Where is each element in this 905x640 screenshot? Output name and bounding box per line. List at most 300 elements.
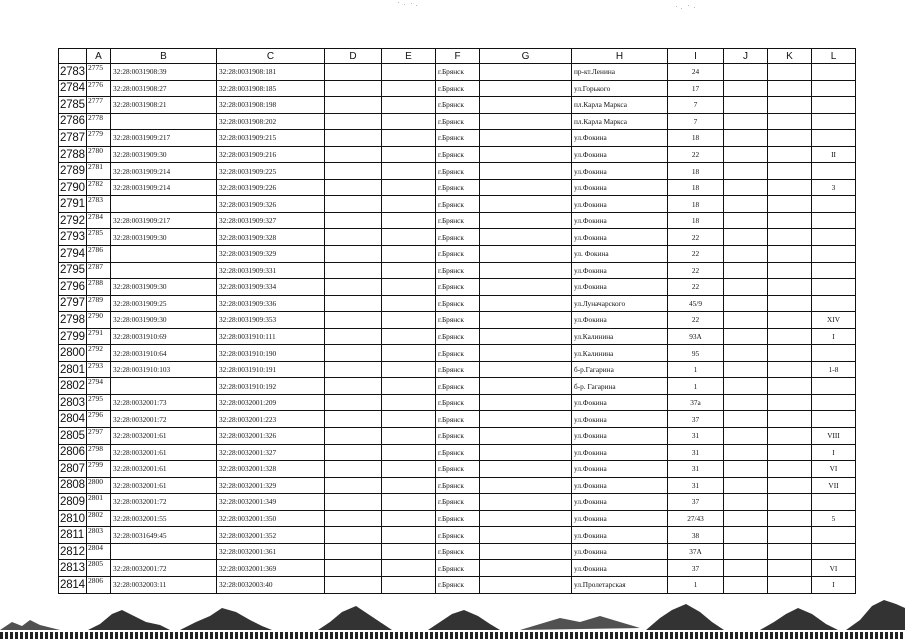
row-number[interactable]: 2783 <box>59 64 87 81</box>
row-number[interactable]: 2791 <box>59 196 87 213</box>
cell-g[interactable] <box>480 97 572 114</box>
row-number[interactable]: 2808 <box>59 477 87 494</box>
cell-g[interactable] <box>480 345 572 362</box>
cell-l[interactable]: 1-8 <box>812 361 856 378</box>
cell-k[interactable] <box>768 130 812 147</box>
cell-f[interactable]: г.Брянск <box>436 64 480 81</box>
cell-b[interactable]: 32:28:0032001:72 <box>111 494 217 511</box>
cell-l[interactable] <box>812 411 856 428</box>
column-header-l[interactable]: L <box>812 49 856 64</box>
cell-d[interactable] <box>325 527 382 544</box>
cell-b[interactable]: 32:28:0032001:55 <box>111 510 217 527</box>
cell-j[interactable] <box>724 163 768 180</box>
cell-e[interactable] <box>382 560 436 577</box>
cell-d[interactable] <box>325 229 382 246</box>
cell-d[interactable] <box>325 97 382 114</box>
cell-i[interactable]: 22 <box>668 312 724 329</box>
cell-k[interactable] <box>768 394 812 411</box>
cell-e[interactable] <box>382 361 436 378</box>
cell-g[interactable] <box>480 461 572 478</box>
cell-j[interactable] <box>724 428 768 445</box>
cell-c[interactable]: 32:28:0032001:369 <box>217 560 325 577</box>
column-header-b[interactable]: B <box>111 49 217 64</box>
cell-b[interactable]: 32:28:0031908:21 <box>111 97 217 114</box>
cell-k[interactable] <box>768 461 812 478</box>
cell-l[interactable] <box>812 97 856 114</box>
cell-d[interactable] <box>325 510 382 527</box>
cell-a[interactable]: 2791 <box>87 328 111 345</box>
cell-c[interactable]: 32:28:0031908:202 <box>217 113 325 130</box>
row-number[interactable]: 2803 <box>59 394 87 411</box>
cell-e[interactable] <box>382 212 436 229</box>
cell-j[interactable] <box>724 444 768 461</box>
cell-a[interactable]: 2804 <box>87 543 111 560</box>
cell-e[interactable] <box>382 97 436 114</box>
cell-j[interactable] <box>724 179 768 196</box>
cell-a[interactable]: 2793 <box>87 361 111 378</box>
cell-g[interactable] <box>480 229 572 246</box>
cell-d[interactable] <box>325 295 382 312</box>
cell-i[interactable]: 27/43 <box>668 510 724 527</box>
cell-c[interactable]: 32:28:0032001:209 <box>217 394 325 411</box>
cell-i[interactable]: 1 <box>668 361 724 378</box>
cell-h[interactable]: ул.Луначарского <box>572 295 668 312</box>
row-number[interactable]: 2797 <box>59 295 87 312</box>
cell-f[interactable]: г.Брянск <box>436 510 480 527</box>
column-header-j[interactable]: J <box>724 49 768 64</box>
cell-j[interactable] <box>724 80 768 97</box>
cell-e[interactable] <box>382 494 436 511</box>
cell-k[interactable] <box>768 80 812 97</box>
cell-h[interactable]: ул.Фокина <box>572 560 668 577</box>
cell-e[interactable] <box>382 229 436 246</box>
cell-i[interactable]: 31 <box>668 477 724 494</box>
cell-h[interactable]: ул.Фокина <box>572 146 668 163</box>
cell-a[interactable]: 2777 <box>87 97 111 114</box>
corner-cell[interactable] <box>59 49 87 64</box>
cell-b[interactable]: 32:28:0031910:103 <box>111 361 217 378</box>
cell-f[interactable]: г.Брянск <box>436 494 480 511</box>
cell-a[interactable]: 2800 <box>87 477 111 494</box>
cell-c[interactable]: 32:28:0031909:329 <box>217 246 325 263</box>
cell-d[interactable] <box>325 394 382 411</box>
cell-g[interactable] <box>480 262 572 279</box>
cell-e[interactable] <box>382 510 436 527</box>
cell-j[interactable] <box>724 560 768 577</box>
cell-h[interactable]: ул.Фокина <box>572 428 668 445</box>
cell-b[interactable]: 32:28:0031909:25 <box>111 295 217 312</box>
cell-l[interactable] <box>812 163 856 180</box>
cell-j[interactable] <box>724 411 768 428</box>
cell-i[interactable]: 17 <box>668 80 724 97</box>
row-number[interactable]: 2810 <box>59 510 87 527</box>
cell-h[interactable]: пл.Карла Маркса <box>572 113 668 130</box>
cell-l[interactable] <box>812 345 856 362</box>
cell-f[interactable]: г.Брянск <box>436 295 480 312</box>
cell-b[interactable]: 32:28:0032001:61 <box>111 461 217 478</box>
cell-j[interactable] <box>724 510 768 527</box>
cell-g[interactable] <box>480 246 572 263</box>
cell-i[interactable]: 37 <box>668 494 724 511</box>
cell-a[interactable]: 2795 <box>87 394 111 411</box>
cell-a[interactable]: 2803 <box>87 527 111 544</box>
row-number[interactable]: 2802 <box>59 378 87 395</box>
cell-c[interactable]: 32:28:0031909:336 <box>217 295 325 312</box>
cell-j[interactable] <box>724 279 768 296</box>
cell-g[interactable] <box>480 328 572 345</box>
cell-g[interactable] <box>480 196 572 213</box>
cell-e[interactable] <box>382 461 436 478</box>
cell-f[interactable]: г.Брянск <box>436 361 480 378</box>
cell-l[interactable] <box>812 279 856 296</box>
cell-h[interactable]: ул.Фокина <box>572 543 668 560</box>
cell-h[interactable]: ул.Пролетарская <box>572 576 668 593</box>
cell-b[interactable]: 32:28:0031909:217 <box>111 130 217 147</box>
cell-a[interactable]: 2790 <box>87 312 111 329</box>
cell-g[interactable] <box>480 576 572 593</box>
cell-f[interactable]: г.Брянск <box>436 229 480 246</box>
cell-d[interactable] <box>325 345 382 362</box>
cell-e[interactable] <box>382 262 436 279</box>
cell-j[interactable] <box>724 543 768 560</box>
cell-k[interactable] <box>768 576 812 593</box>
column-header-a[interactable]: A <box>87 49 111 64</box>
cell-h[interactable]: ул.Фокина <box>572 279 668 296</box>
cell-j[interactable] <box>724 345 768 362</box>
cell-e[interactable] <box>382 130 436 147</box>
cell-c[interactable]: 32:28:0032001:328 <box>217 461 325 478</box>
cell-j[interactable] <box>724 295 768 312</box>
cell-j[interactable] <box>724 361 768 378</box>
cell-b[interactable]: 32:28:0031909:30 <box>111 279 217 296</box>
cell-g[interactable] <box>480 444 572 461</box>
cell-d[interactable] <box>325 196 382 213</box>
cell-a[interactable]: 2780 <box>87 146 111 163</box>
cell-f[interactable]: г.Брянск <box>436 576 480 593</box>
cell-e[interactable] <box>382 80 436 97</box>
cell-a[interactable]: 2792 <box>87 345 111 362</box>
cell-e[interactable] <box>382 163 436 180</box>
cell-b[interactable]: 32:28:0032001:61 <box>111 428 217 445</box>
cell-j[interactable] <box>724 378 768 395</box>
cell-f[interactable]: г.Брянск <box>436 163 480 180</box>
cell-i[interactable]: 7 <box>668 113 724 130</box>
cell-k[interactable] <box>768 179 812 196</box>
cell-j[interactable] <box>724 212 768 229</box>
cell-f[interactable]: г.Брянск <box>436 113 480 130</box>
cell-h[interactable]: ул.Фокина <box>572 130 668 147</box>
cell-b[interactable] <box>111 113 217 130</box>
cell-e[interactable] <box>382 477 436 494</box>
cell-b[interactable] <box>111 378 217 395</box>
cell-f[interactable]: г.Брянск <box>436 477 480 494</box>
cell-l[interactable] <box>812 212 856 229</box>
cell-f[interactable]: г.Брянск <box>436 146 480 163</box>
cell-e[interactable] <box>382 113 436 130</box>
cell-g[interactable] <box>480 146 572 163</box>
cell-k[interactable] <box>768 345 812 362</box>
cell-d[interactable] <box>325 560 382 577</box>
cell-e[interactable] <box>382 394 436 411</box>
cell-j[interactable] <box>724 527 768 544</box>
cell-h[interactable]: ул.Фокина <box>572 179 668 196</box>
cell-c[interactable]: 32:28:0032001:223 <box>217 411 325 428</box>
cell-e[interactable] <box>382 312 436 329</box>
column-header-i[interactable]: I <box>668 49 724 64</box>
cell-h[interactable]: ул.Фокина <box>572 461 668 478</box>
cell-d[interactable] <box>325 494 382 511</box>
cell-e[interactable] <box>382 527 436 544</box>
cell-g[interactable] <box>480 428 572 445</box>
cell-k[interactable] <box>768 312 812 329</box>
column-header-g[interactable]: G <box>480 49 572 64</box>
cell-b[interactable] <box>111 262 217 279</box>
cell-b[interactable]: 32:28:0031649:45 <box>111 527 217 544</box>
cell-e[interactable] <box>382 295 436 312</box>
cell-g[interactable] <box>480 477 572 494</box>
cell-h[interactable]: ул.Фокина <box>572 196 668 213</box>
cell-k[interactable] <box>768 229 812 246</box>
cell-l[interactable] <box>812 394 856 411</box>
cell-i[interactable]: 38 <box>668 527 724 544</box>
cell-h[interactable]: ул.Фокина <box>572 312 668 329</box>
cell-i[interactable]: 18 <box>668 163 724 180</box>
cell-c[interactable]: 32:28:0032001:349 <box>217 494 325 511</box>
cell-i[interactable]: 45/9 <box>668 295 724 312</box>
cell-c[interactable]: 32:28:0032001:326 <box>217 428 325 445</box>
cell-i[interactable]: 1 <box>668 576 724 593</box>
cell-f[interactable]: г.Брянск <box>436 262 480 279</box>
cell-i[interactable]: 37 <box>668 411 724 428</box>
cell-i[interactable]: 37 <box>668 560 724 577</box>
row-number[interactable]: 2787 <box>59 130 87 147</box>
cell-d[interactable] <box>325 411 382 428</box>
cell-a[interactable]: 2798 <box>87 444 111 461</box>
cell-l[interactable] <box>812 80 856 97</box>
cell-f[interactable]: г.Брянск <box>436 444 480 461</box>
cell-f[interactable]: г.Брянск <box>436 328 480 345</box>
cell-k[interactable] <box>768 97 812 114</box>
cell-g[interactable] <box>480 411 572 428</box>
column-header-f[interactable]: F <box>436 49 480 64</box>
row-number[interactable]: 2786 <box>59 113 87 130</box>
cell-c[interactable]: 32:28:0032001:361 <box>217 543 325 560</box>
cell-e[interactable] <box>382 345 436 362</box>
row-number[interactable]: 2798 <box>59 312 87 329</box>
cell-c[interactable]: 32:28:0031909:326 <box>217 196 325 213</box>
cell-f[interactable]: г.Брянск <box>436 461 480 478</box>
cell-a[interactable]: 2786 <box>87 246 111 263</box>
cell-c[interactable]: 32:28:0031909:216 <box>217 146 325 163</box>
cell-i[interactable]: 22 <box>668 146 724 163</box>
cell-l[interactable] <box>812 130 856 147</box>
cell-e[interactable] <box>382 146 436 163</box>
cell-g[interactable] <box>480 113 572 130</box>
cell-h[interactable]: б-р. Гагарина <box>572 378 668 395</box>
cell-i[interactable]: 18 <box>668 130 724 147</box>
cell-j[interactable] <box>724 328 768 345</box>
cell-f[interactable]: г.Брянск <box>436 428 480 445</box>
row-number[interactable]: 2805 <box>59 428 87 445</box>
cell-a[interactable]: 2799 <box>87 461 111 478</box>
cell-b[interactable]: 32:28:0031909:217 <box>111 212 217 229</box>
cell-a[interactable]: 2796 <box>87 411 111 428</box>
cell-g[interactable] <box>480 80 572 97</box>
cell-k[interactable] <box>768 560 812 577</box>
cell-b[interactable] <box>111 246 217 263</box>
cell-a[interactable]: 2788 <box>87 279 111 296</box>
cell-h[interactable]: б-р.Гагарина <box>572 361 668 378</box>
column-header-h[interactable]: H <box>572 49 668 64</box>
cell-k[interactable] <box>768 279 812 296</box>
cell-c[interactable]: 32:28:0031910:192 <box>217 378 325 395</box>
row-number[interactable]: 2793 <box>59 229 87 246</box>
cell-l[interactable]: XIV <box>812 312 856 329</box>
cell-c[interactable]: 32:28:0031909:226 <box>217 179 325 196</box>
cell-b[interactable]: 32:28:0031909:30 <box>111 312 217 329</box>
cell-c[interactable]: 32:28:0032003:40 <box>217 576 325 593</box>
cell-d[interactable] <box>325 576 382 593</box>
cell-g[interactable] <box>480 130 572 147</box>
cell-h[interactable]: ул. Фокина <box>572 246 668 263</box>
cell-c[interactable]: 32:28:0032001:350 <box>217 510 325 527</box>
cell-k[interactable] <box>768 64 812 81</box>
cell-c[interactable]: 32:28:0031910:111 <box>217 328 325 345</box>
row-number[interactable]: 2800 <box>59 345 87 362</box>
cell-i[interactable]: 95 <box>668 345 724 362</box>
cell-k[interactable] <box>768 510 812 527</box>
cell-h[interactable]: ул.Фокина <box>572 411 668 428</box>
row-number[interactable]: 2788 <box>59 146 87 163</box>
cell-k[interactable] <box>768 295 812 312</box>
cell-a[interactable]: 2783 <box>87 196 111 213</box>
cell-e[interactable] <box>382 279 436 296</box>
cell-i[interactable]: 93А <box>668 328 724 345</box>
cell-d[interactable] <box>325 378 382 395</box>
cell-j[interactable] <box>724 494 768 511</box>
cell-l[interactable]: VII <box>812 477 856 494</box>
cell-c[interactable]: 32:28:0031909:225 <box>217 163 325 180</box>
cell-k[interactable] <box>768 444 812 461</box>
cell-l[interactable]: I <box>812 444 856 461</box>
cell-d[interactable] <box>325 163 382 180</box>
cell-d[interactable] <box>325 146 382 163</box>
cell-b[interactable] <box>111 196 217 213</box>
cell-l[interactable]: I <box>812 576 856 593</box>
cell-h[interactable]: ул.Фокина <box>572 394 668 411</box>
cell-a[interactable]: 2778 <box>87 113 111 130</box>
cell-f[interactable]: г.Брянск <box>436 378 480 395</box>
cell-k[interactable] <box>768 428 812 445</box>
cell-l[interactable] <box>812 229 856 246</box>
cell-f[interactable]: г.Брянск <box>436 345 480 362</box>
cell-d[interactable] <box>325 179 382 196</box>
cell-b[interactable]: 32:28:0031909:214 <box>111 179 217 196</box>
cell-f[interactable]: г.Брянск <box>436 312 480 329</box>
cell-b[interactable]: 32:28:0031908:39 <box>111 64 217 81</box>
cell-h[interactable]: ул.Фокина <box>572 229 668 246</box>
cell-f[interactable]: г.Брянск <box>436 279 480 296</box>
cell-h[interactable]: ул.Фокина <box>572 494 668 511</box>
cell-b[interactable]: 32:28:0031908:27 <box>111 80 217 97</box>
cell-k[interactable] <box>768 378 812 395</box>
cell-b[interactable]: 32:28:0031910:69 <box>111 328 217 345</box>
cell-g[interactable] <box>480 494 572 511</box>
cell-c[interactable]: 32:28:0031909:215 <box>217 130 325 147</box>
cell-d[interactable] <box>325 279 382 296</box>
cell-b[interactable]: 32:28:0031909:30 <box>111 229 217 246</box>
cell-a[interactable]: 2794 <box>87 378 111 395</box>
row-number[interactable]: 2794 <box>59 246 87 263</box>
cell-c[interactable]: 32:28:0032001:329 <box>217 477 325 494</box>
cell-h[interactable]: ул.Фокина <box>572 444 668 461</box>
row-number[interactable]: 2801 <box>59 361 87 378</box>
cell-l[interactable]: I <box>812 328 856 345</box>
cell-i[interactable]: 31 <box>668 444 724 461</box>
cell-l[interactable]: VI <box>812 560 856 577</box>
cell-a[interactable]: 2781 <box>87 163 111 180</box>
cell-d[interactable] <box>325 444 382 461</box>
cell-f[interactable]: г.Брянск <box>436 179 480 196</box>
cell-h[interactable]: ул.Горького <box>572 80 668 97</box>
cell-a[interactable]: 2801 <box>87 494 111 511</box>
column-header-k[interactable]: K <box>768 49 812 64</box>
cell-i[interactable]: 37А <box>668 543 724 560</box>
row-number[interactable]: 2790 <box>59 179 87 196</box>
cell-k[interactable] <box>768 163 812 180</box>
cell-f[interactable]: г.Брянск <box>436 560 480 577</box>
cell-a[interactable]: 2789 <box>87 295 111 312</box>
cell-b[interactable]: 32:28:0032001:73 <box>111 394 217 411</box>
cell-d[interactable] <box>325 113 382 130</box>
cell-l[interactable]: 5 <box>812 510 856 527</box>
cell-d[interactable] <box>325 130 382 147</box>
row-number[interactable]: 2792 <box>59 212 87 229</box>
cell-a[interactable]: 2806 <box>87 576 111 593</box>
cell-b[interactable]: 32:28:0031909:214 <box>111 163 217 180</box>
cell-c[interactable]: 32:28:0032001:327 <box>217 444 325 461</box>
cell-c[interactable]: 32:28:0031909:334 <box>217 279 325 296</box>
row-number[interactable]: 2812 <box>59 543 87 560</box>
cell-e[interactable] <box>382 411 436 428</box>
row-number[interactable]: 2807 <box>59 461 87 478</box>
cell-k[interactable] <box>768 196 812 213</box>
cell-j[interactable] <box>724 262 768 279</box>
cell-k[interactable] <box>768 146 812 163</box>
cell-g[interactable] <box>480 394 572 411</box>
cell-j[interactable] <box>724 196 768 213</box>
cell-k[interactable] <box>768 246 812 263</box>
row-number[interactable]: 2813 <box>59 560 87 577</box>
row-number[interactable]: 2814 <box>59 576 87 593</box>
cell-b[interactable] <box>111 543 217 560</box>
column-header-c[interactable]: C <box>217 49 325 64</box>
cell-k[interactable] <box>768 543 812 560</box>
cell-k[interactable] <box>768 262 812 279</box>
cell-f[interactable]: г.Брянск <box>436 543 480 560</box>
cell-f[interactable]: г.Брянск <box>436 246 480 263</box>
cell-j[interactable] <box>724 229 768 246</box>
cell-f[interactable]: г.Брянск <box>436 97 480 114</box>
cell-k[interactable] <box>768 494 812 511</box>
cell-e[interactable] <box>382 543 436 560</box>
cell-c[interactable]: 32:28:0031909:328 <box>217 229 325 246</box>
cell-f[interactable]: г.Брянск <box>436 130 480 147</box>
cell-d[interactable] <box>325 312 382 329</box>
cell-k[interactable] <box>768 411 812 428</box>
cell-a[interactable]: 2779 <box>87 130 111 147</box>
cell-d[interactable] <box>325 361 382 378</box>
